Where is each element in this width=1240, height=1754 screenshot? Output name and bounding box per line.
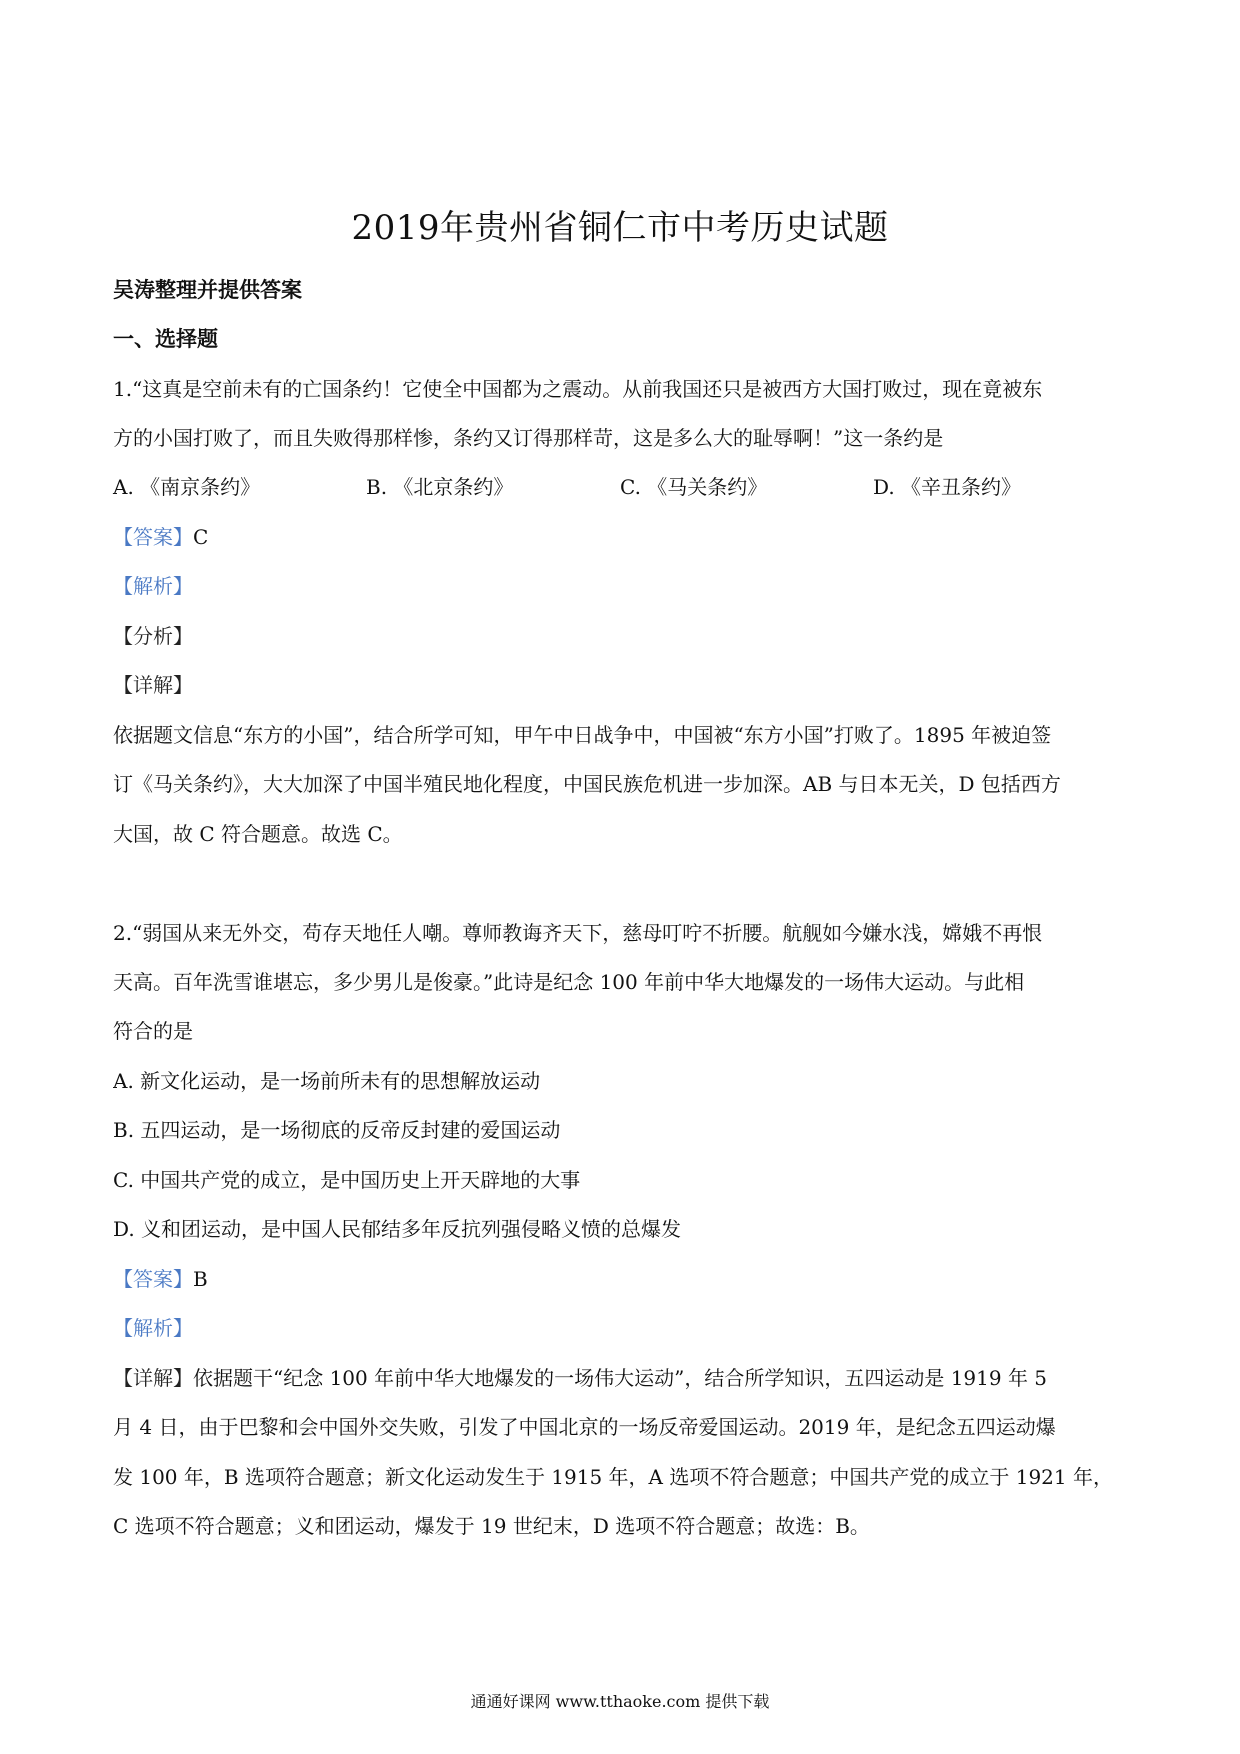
q1-analysis-tag: 【解析】: [113, 574, 193, 598]
q1-option-a: A. 《南京条约》: [113, 475, 261, 499]
q1-detail-tag: 【详解】: [113, 673, 193, 697]
q2-analysis-tag: 【解析】: [113, 1316, 193, 1340]
q2-answer-tag: 【答案】: [113, 1267, 193, 1291]
q1-option-b: B. 《北京条约》: [366, 475, 514, 499]
q2-detail-line-2: 月 4 日，由于巴黎和会中国外交失败，引发了中国北京的一场反帝爱国运动。2019 年，是纪念五四运动爆: [113, 1415, 1056, 1439]
q2-stem-line-2: 天高。百年洗雪谁堪忘，多少男儿是俊豪。”此诗是纪念 100 年前中华大地爆发的一场伟大运动。与此相: [113, 970, 1025, 994]
q1-fenxi-line: [113, 621, 1133, 651]
page-footer: 通通好课网 www.tthaoke.com 提供下载: [470, 1692, 770, 1711]
q1-stem-line-2: 方的小国打败了，而且失败得那样惨，条约又订得那样苛，这是多么大的耻辱啊！”这一条约是: [113, 426, 944, 450]
q2-analysis-line: [113, 1313, 1133, 1343]
author-line: 吴涛整理并提供答案: [113, 277, 302, 302]
q2-detail-line-3: 发 100 年，B 选项符合题意；新文化运动发生于 1915 年，A 选项不符合题意；中国共产党的成立于 1921 年，: [113, 1465, 1113, 1489]
section-heading: 一、选择题: [113, 326, 218, 351]
q1-detail-heading: [113, 670, 1133, 700]
q2-option-d: D. 义和团运动，是中国人民郁结多年反抗列强侵略义愤的总爆发: [113, 1217, 682, 1241]
q1-answer-line: [113, 522, 1133, 552]
q2-answer-line: [113, 1264, 1133, 1294]
q2-option-a: A. 新文化运动，是一场前所未有的思想解放运动: [113, 1069, 541, 1093]
q1-answer-value: C: [193, 525, 209, 549]
q2-stem-line-1: 2.“弱国从来无外交，苟存天地任人嘲。尊师教诲齐天下，慈母叮咛不折腰。航舰如今嫌水浅，嫦娥不再恨: [113, 921, 1043, 945]
q2-option-b: B. 五四运动，是一场彻底的反帝反封建的爱国运动: [113, 1118, 561, 1142]
q1-option-c: C. 《马关条约》: [620, 475, 768, 499]
q1-options-row: [113, 472, 1133, 502]
q1-fenxi-tag: 【分析】: [113, 624, 193, 648]
q1-analysis-line: [113, 571, 1133, 601]
q1-detail-line-3: 大国，故 C 符合题意。故选 C。: [113, 822, 403, 846]
q2-detail-line-4: C 选项不符合题意；义和团运动，爆发于 19 世纪末，D 选项不符合题意；故选：B。: [113, 1514, 870, 1538]
q2-detail-text-1: 依据题干“纪念 100 年前中华大地爆发的一场伟大运动”，结合所学知识，五四运动是 1919 年 5: [193, 1366, 1048, 1390]
q1-option-d: D. 《辛丑条约》: [873, 475, 1022, 499]
q2-answer-value: B: [193, 1267, 208, 1291]
q2-detail-line-1: [113, 1363, 1133, 1393]
q1-stem-line-1: 1.“这真是空前未有的亡国条约！它使全中国都为之震动。从前我国还只是被西方大国打败过，现在竟被东: [113, 377, 1043, 401]
q2-detail-tag: 【详解】: [113, 1366, 193, 1390]
q1-detail-line-2: 订《马关条约》，大大加深了中国半殖民地化程度，中国民族危机进一步加深。AB 与日本无关，D 包括西方: [113, 772, 1061, 796]
q1-answer-tag: 【答案】: [113, 525, 193, 549]
page-title: 2019年贵州省铜仁市中考历史试题: [351, 208, 889, 248]
q2-option-c: C. 中国共产党的成立，是中国历史上开天辟地的大事: [113, 1168, 581, 1192]
q1-detail-line-1: 依据题文信息“东方的小国”，结合所学可知，甲午中日战争中，中国被“东方小国”打败了。1895 年被迫签: [113, 723, 1052, 747]
q2-stem-line-3: 符合的是: [113, 1019, 193, 1043]
